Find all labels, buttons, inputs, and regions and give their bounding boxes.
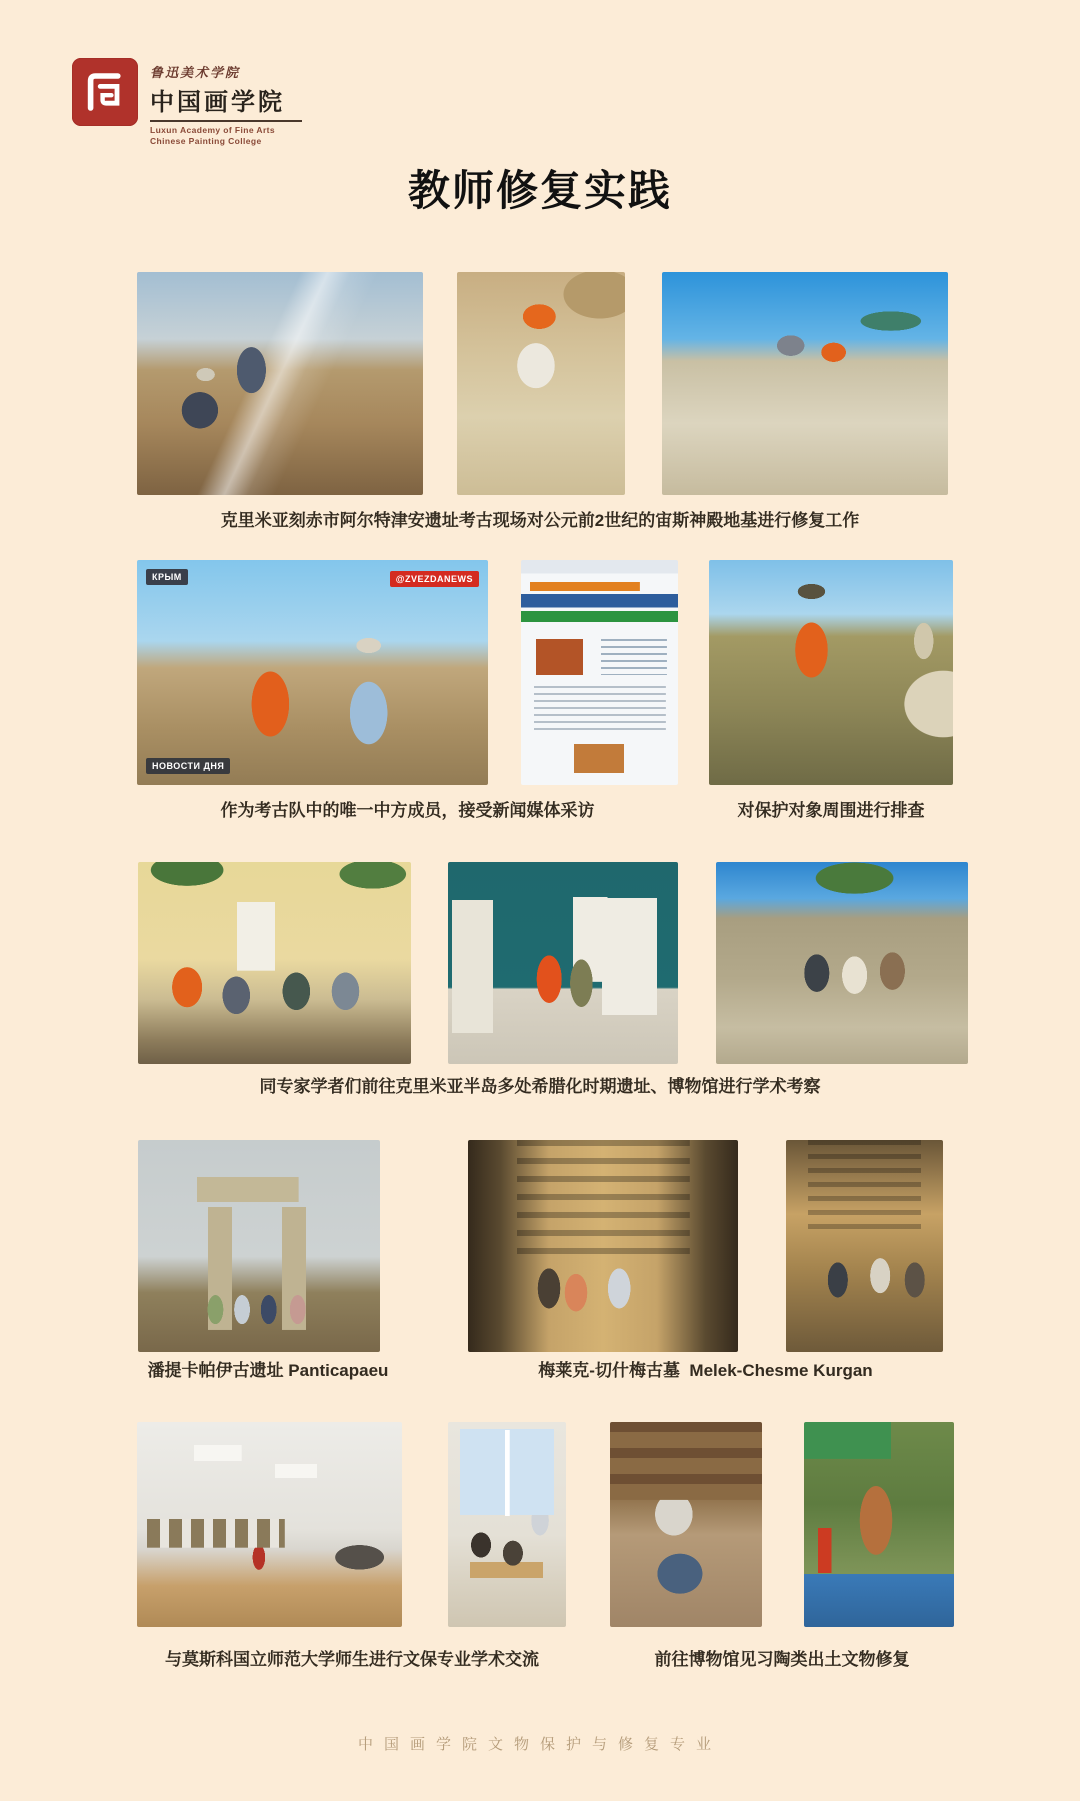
caption-row4-right: 梅莱克-切什梅古墓 Melek-Chesme Kurgan (538, 1361, 873, 1380)
photo-gallery-exchange (137, 1422, 402, 1627)
logo-divider (150, 120, 302, 122)
page-title: 教师修复实践 (407, 167, 672, 214)
photo-kurgan-interior (786, 1140, 943, 1352)
seal-icon (72, 58, 138, 126)
news-badge-krym: КРЫМ (146, 569, 188, 585)
logo-text-block (150, 58, 302, 148)
photo-group-stone-site (716, 862, 968, 1064)
caption-row1: 克里米亚刻赤市阿尔特津安遗址考古现场对公元前2世纪的宙斯神殿地基进行修复工作 (220, 511, 860, 530)
logo-cn-name: 中国画学院 (150, 90, 285, 116)
logo-en-line2: Chinese Painting College (150, 136, 262, 147)
photo-field-survey (709, 560, 953, 785)
photo-classroom-workshop (448, 1422, 566, 1627)
caption-row2-right: 对保护对象周围进行排查 (737, 801, 925, 820)
photo-site-restoration (662, 272, 948, 495)
logo-en-line1: Luxun Academy of Fine Arts (150, 125, 276, 135)
photo-kurgan-corridor (468, 1140, 738, 1352)
photo-museum-interior (448, 862, 678, 1064)
photo-excavation-team (137, 272, 423, 495)
caption-row5-left: 与莫斯科国立师范大学师生进行文保专业学术交流 (165, 1650, 539, 1669)
seal-glyph (81, 68, 129, 116)
photo-outdoor-vessel (804, 1422, 954, 1627)
news-badge-zvezdanews: @ZVEZDANEWS (390, 571, 479, 587)
photo-group-courtyard (138, 862, 411, 1064)
news-badge-novosti-dnya: НОВОСТИ ДНЯ (146, 758, 230, 774)
caption-row2-left: 作为考古队中的唯一中方成员，接受新闻媒体采访 (220, 801, 595, 820)
caption-row5-right: 前往博物馆见习陶类出土文物修复 (654, 1650, 910, 1669)
photo-news-article-screenshot (521, 560, 678, 785)
photo-news-interview (137, 560, 488, 785)
photo-orange-headscarf-dig (457, 272, 625, 495)
academy-logo (72, 58, 302, 148)
photo-pottery-restoration (610, 1422, 762, 1627)
photo-panticapaeum-columns (138, 1140, 380, 1352)
logo-calligraphy: 鲁迅美术学院 (150, 65, 241, 80)
caption-row4-left: 潘提卡帕伊古遗址 Panticapaeu (147, 1361, 389, 1380)
caption-row3: 同专家学者们前往克里米亚半岛多处希腊化时期遗址、博物馆进行学术考察 (259, 1077, 821, 1096)
footer-text: 中国画学院文物保护与修复专业 (357, 1736, 722, 1753)
